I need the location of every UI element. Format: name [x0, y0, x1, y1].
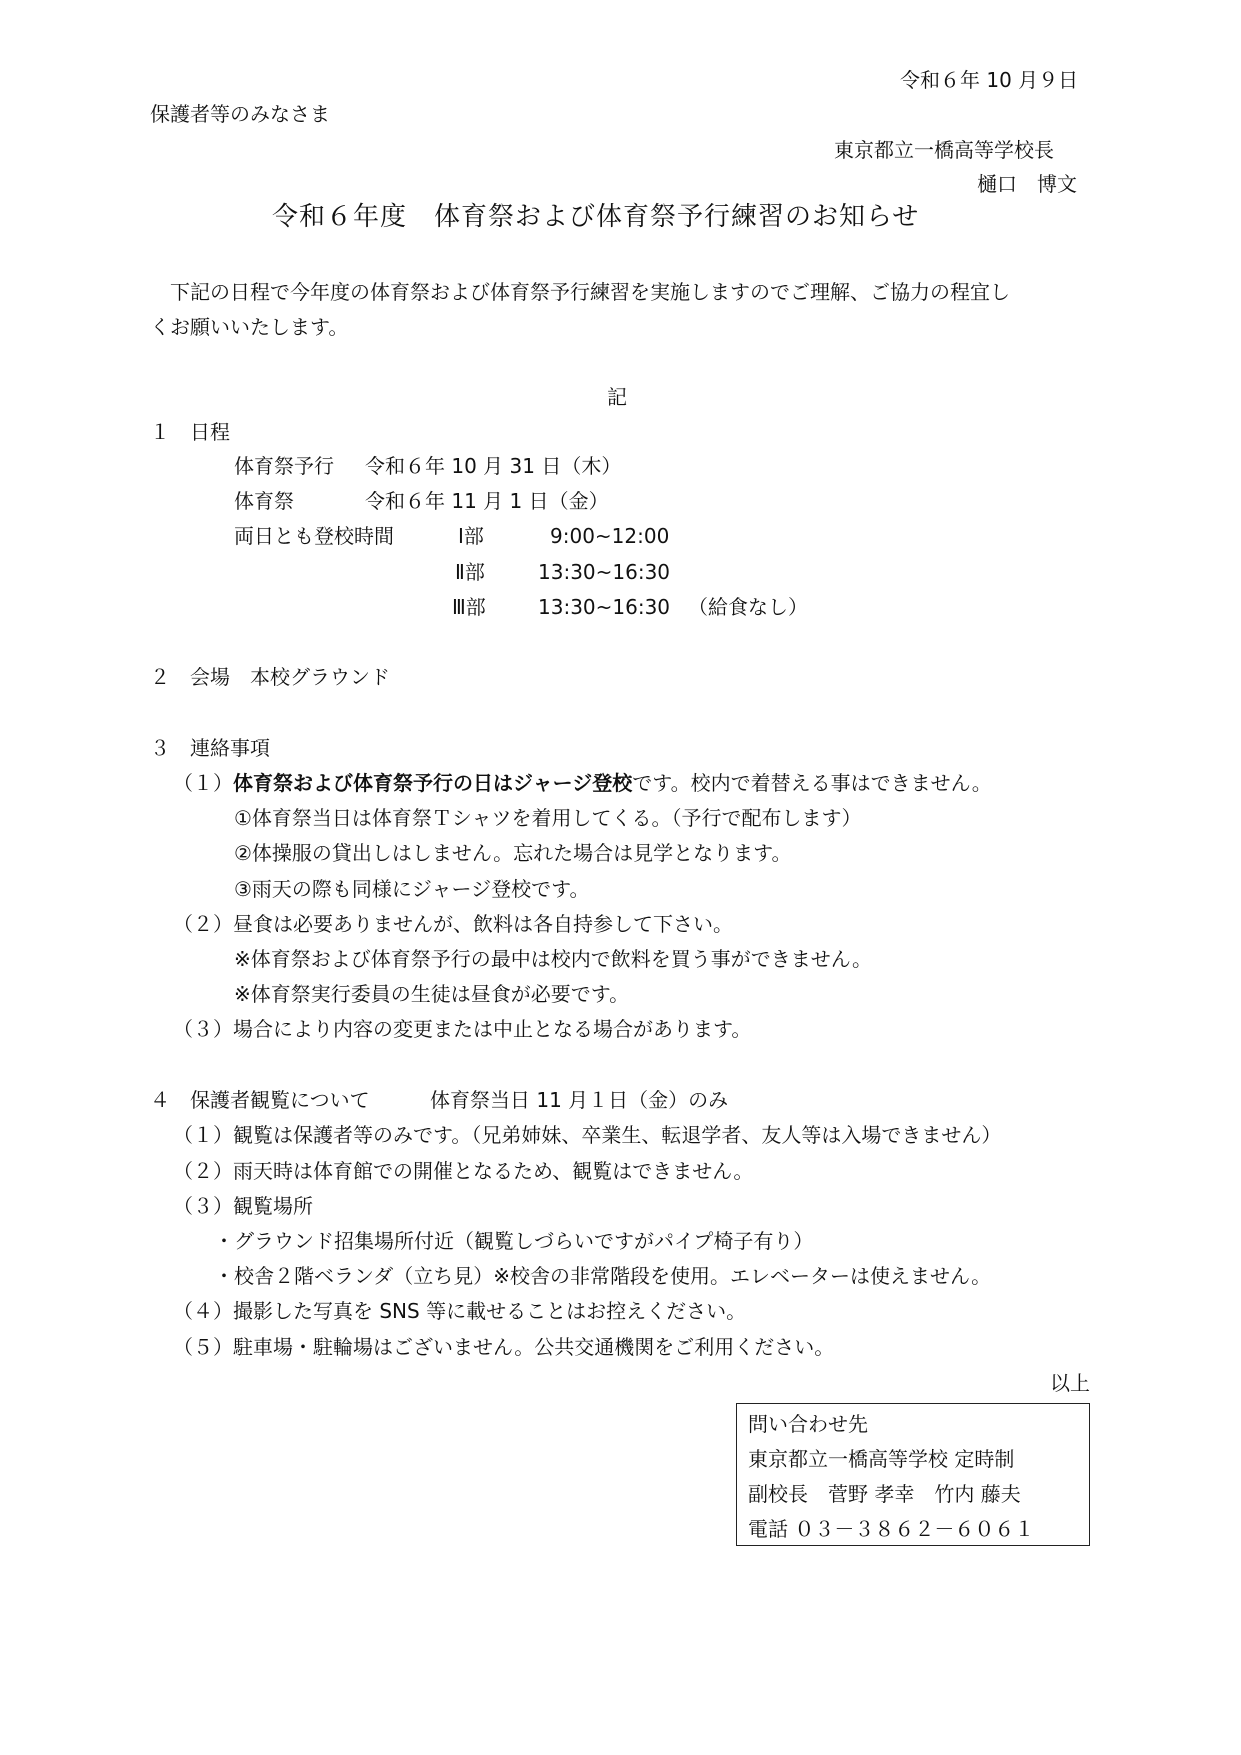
section4-heading-note: 体育祭当日 11 月１日（金）のみ — [430, 1088, 729, 1112]
notice-item-1 — [173, 773, 992, 793]
contact-persons: 副校長 菅野 孝幸 竹内 藤夫 — [748, 1482, 1021, 1506]
notice-item-1-rest: です。校内で着替える事はできません。 — [632, 771, 992, 795]
sender-title: 東京都立一橋高等学校長 — [834, 138, 1054, 162]
ki-label: 記 — [607, 385, 627, 409]
notice-item-2-sub-2: ※体育祭実行委員の生徒は昼食が必要です。 — [234, 982, 630, 1006]
page-title: 令和６年度 体育祭および体育祭予行練習のお知らせ — [272, 202, 920, 232]
part-1-name: Ⅰ部 — [458, 524, 484, 548]
viewing-item-1: （１）観覧は保護者等のみです。（兄弟姉妹、卒業生、転退学者、友人等は入場できません） — [173, 1123, 1002, 1147]
viewing-item-5: （５）駐車場・駐輪場はございません。公共交通機関をご利用ください。 — [173, 1335, 835, 1359]
notice-item-2: （２）昼食は必要ありませんが、飲料は各自持参して下さい。 — [173, 912, 733, 936]
section2-heading: ２ 会場 本校グラウンド — [150, 665, 390, 689]
notice-item-1-sub-2: ②体操服の貸出しはしません。忘れた場合は見学となります。 — [234, 841, 792, 865]
section1-heading: １ 日程 — [150, 420, 230, 444]
addressee: 保護者等のみなさま — [150, 102, 330, 126]
closing-mark: 以上 — [1050, 1371, 1090, 1395]
section3-heading: ３ 連絡事項 — [150, 736, 270, 760]
arrival-label: 両日とも登校時間 — [234, 524, 394, 548]
notice-item-2-sub-1: ※体育祭および体育祭予行の最中は校内で飲料を買う事ができません。 — [234, 947, 872, 971]
schedule-date-festival: 令和６年 11 月 1 日（金） — [365, 489, 609, 513]
notice-item-1-number: （１） — [173, 771, 233, 795]
notice-item-1-sub-1: ①体育祭当日は体育祭Ｔシャツを着用してくる。（予行で配布します） — [234, 806, 862, 830]
schedule-label-rehearsal: 体育祭予行 — [234, 454, 334, 478]
intro-line-1: 下記の日程で今年度の体育祭および体育祭予行練習を実施しますのでご理解、ご協力の程宜し — [170, 280, 1010, 304]
document-date: 令和６年 10 月９日 — [900, 68, 1079, 92]
contact-phone: 電話 ０３－３８６２－６０６１ — [748, 1517, 1035, 1541]
contact-box — [736, 1403, 1090, 1546]
part-3-time: 13:30~16:30 — [538, 595, 671, 619]
viewing-item-4: （４）撮影した写真を SNS 等に載せることはお控えください。 — [173, 1299, 747, 1323]
section4-heading: ４ 保護者観覧について — [150, 1088, 370, 1112]
notice-item-1-bold: 体育祭および体育祭予行の日はジャージ登校 — [233, 771, 633, 795]
part-3-note: （給食なし） — [688, 595, 808, 619]
schedule-label-festival: 体育祭 — [234, 489, 294, 513]
notice-item-1-sub-3: ③雨天の際も同様にジャージ登校です。 — [234, 877, 590, 901]
viewing-item-3: （３）観覧場所 — [173, 1194, 313, 1218]
contact-school: 東京都立一橋高等学校 定時制 — [748, 1447, 1015, 1471]
notice-item-3: （３）場合により内容の変更または中止となる場合があります。 — [173, 1017, 752, 1041]
sender-name: 樋口 博文 — [977, 172, 1077, 196]
viewing-place-1: ・グラウンド招集場所付近（観覧しづらいですがパイプ椅子有り） — [214, 1229, 814, 1253]
contact-title: 問い合わせ先 — [748, 1412, 868, 1436]
part-2-name: Ⅱ部 — [455, 560, 485, 584]
schedule-date-rehearsal: 令和６年 10 月 31 日（木） — [365, 454, 622, 478]
viewing-item-2: （２）雨天時は体育館での開催となるため、観覧はできません。 — [173, 1159, 754, 1183]
part-3-name: Ⅲ部 — [452, 595, 486, 619]
part-1-time: 9:00~12:00 — [550, 524, 670, 548]
part-2-time: 13:30~16:30 — [538, 560, 671, 584]
viewing-place-2: ・校舎２階ベランダ（立ち見）※校舎の非常階段を使用。エレベーターは使えません。 — [214, 1264, 992, 1288]
intro-line-2: くお願いいたします。 — [150, 315, 349, 339]
